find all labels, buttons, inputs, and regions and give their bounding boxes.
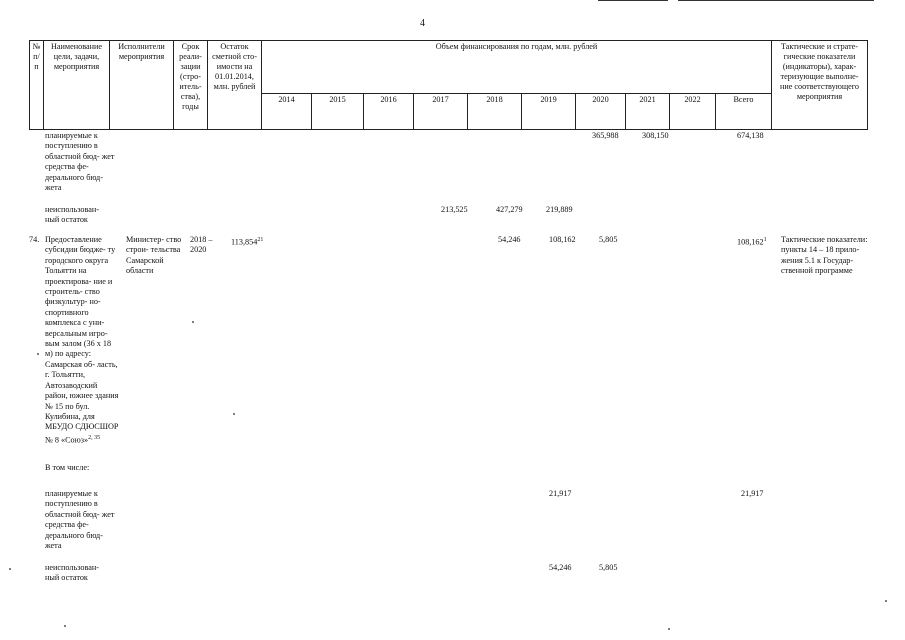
page-number: 4 [420,18,425,29]
item-number: 74. [29,235,40,244]
header-col-executors: Исполнители мероприятия [110,41,174,130]
row6-2020-value: 5,805 [599,563,618,572]
row2-2019-value: 219,889 [546,205,573,214]
scan-speck [37,353,39,355]
header-col-indicators: Тактические и страте- гические показатели (индикаторы), харак- теризующие выполне- ние соответствующего мероприятия [772,41,868,130]
scan-edge-line [678,0,874,1]
header-col-balance: Остаток сметной сто- имости на 01.01.2014, млн. рублей [208,41,262,130]
row1-2020-value: 365,988 [592,131,619,140]
item-74-description: Предоставление субсидии бюдже- ту городского округа Тольятти на проектирова- ние и строитель- ство физкультур- но-спортивного комплекса с уни- версальным игро- вым залом (36 х 18 м) по адресу: Самарская об- ласть, г. Тольятти, Автозаводский район, южнее здания № 15 по бул. Кулибина, для МБУДО СДЮСШОР № 8 «Союз»$^{2, 35}$ [45,235,119,445]
including-label: В том числе: [45,463,90,472]
year-2020: 2020 [576,93,626,129]
year-total: Всего [716,93,772,129]
row1-total-value: 674,138 [737,131,764,140]
item-74-executor: Министер- ство строи- тельства Самарской области [126,235,182,276]
row5-total-value: 21,917 [741,489,764,498]
year-2016: 2016 [364,93,414,129]
row-federal-funds-label-2: планируемые к поступлению в областной бюд- жет средства фе- дерального бюд- жета [45,489,115,551]
item-74-2018-value: 54,246 [498,235,521,244]
item-74-balance: 113,854$^{21}$ [231,237,264,247]
scan-speck [885,600,887,602]
item-74-total: 108,162$^1$ [737,237,767,247]
row1-2021-value: 308,150 [642,131,669,140]
scan-speck [9,568,11,570]
scan-speck [233,413,235,415]
item-74-footnote-ref: 2, 35 [88,434,101,441]
scan-speck [192,321,194,323]
item-74-2019-value: 108,162 [549,235,576,244]
year-2021: 2021 [626,93,670,129]
year-2018: 2018 [468,93,522,129]
row2-2018-value: 427,279 [496,205,523,214]
row6-2019-value: 54,246 [549,563,572,572]
row-unused-balance-label-2: неиспользован- ный остаток [45,563,99,583]
funding-table-header [29,40,868,130]
year-2022: 2022 [670,93,716,129]
header-col-funding: Объем финансирования по годам, млн. рублей [262,41,772,94]
year-2014: 2014 [262,93,312,129]
row5-2019-value: 21,917 [549,489,572,498]
header-col-no: № п/п [30,41,44,130]
year-2019: 2019 [522,93,576,129]
year-2017: 2017 [414,93,468,129]
item-74-2020-value: 5,805 [599,235,618,244]
year-2015: 2015 [312,93,364,129]
row-unused-balance-label: неиспользован- ный остаток [45,205,99,225]
scan-edge-line [598,0,668,1]
item-74-indicators: Тактические показатели: пункты 14 – 18 прило- жения 5.1 к Государ- ственной программе [781,235,868,276]
row2-2017-value: 213,525 [441,205,468,214]
scan-speck [64,625,66,627]
item-74-term: 2018 – 2020 [190,235,213,255]
header-col-name: Наименование цели, задачи, мероприятия [44,41,110,130]
scan-speck [668,628,670,630]
header-col-term: Срок реали- зации (стро- итель- ства), годы [174,41,208,130]
row-federal-funds-label: планируемые к поступлению в областной бюд- жет средства фе- дерального бюд- жета [45,131,115,193]
